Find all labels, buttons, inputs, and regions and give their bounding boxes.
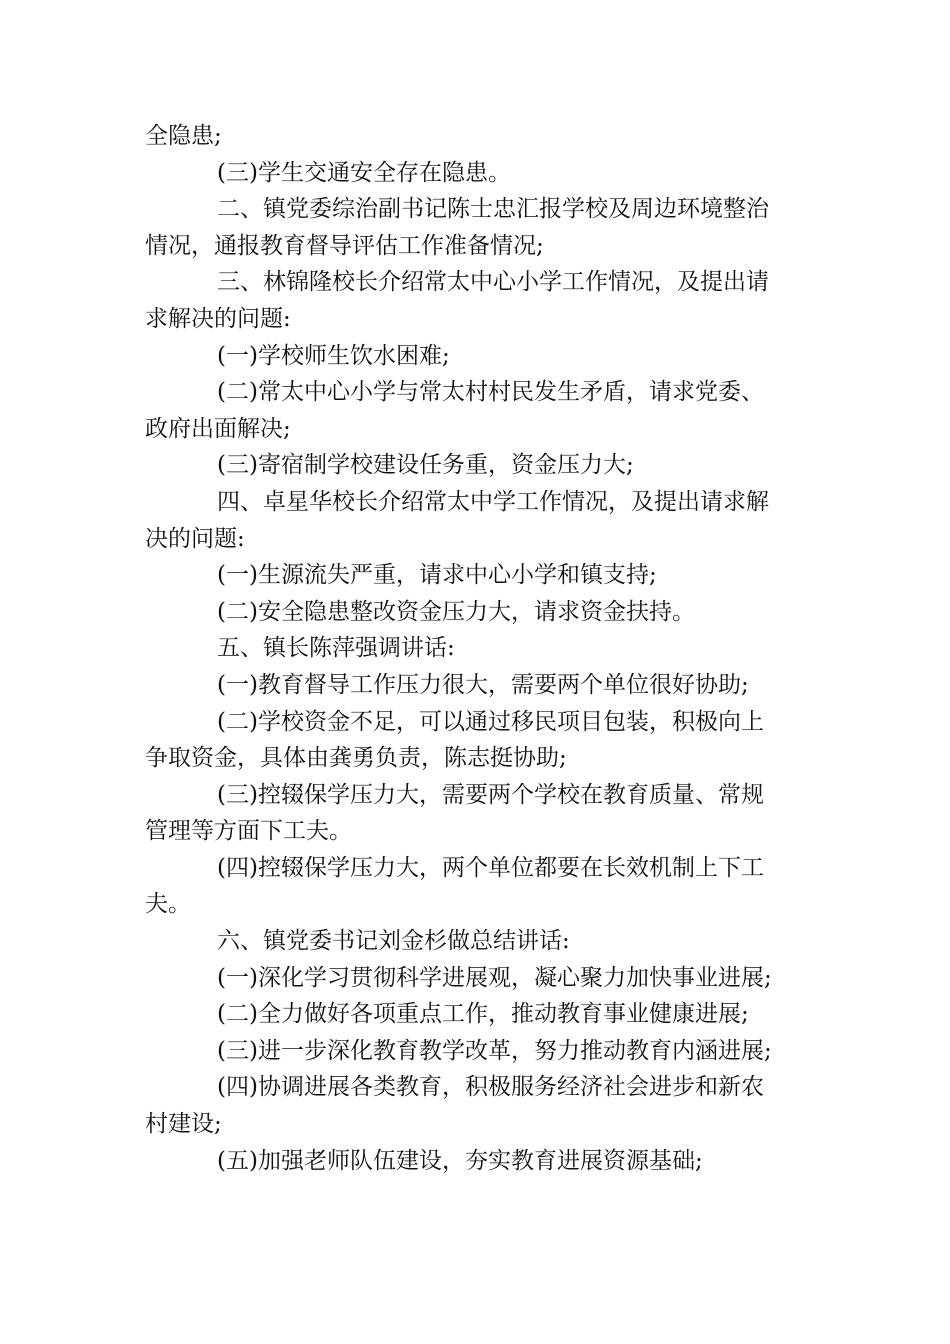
text-line: (二)常太中心小学与常太村村民发生矛盾，请求党委、: [217, 379, 764, 406]
text-line: 求解决的问题:: [145, 305, 291, 332]
text-line: 村建设;: [145, 1111, 222, 1138]
text-line: (二)学校资金不足，可以通过移民项目包装，积极向上: [217, 708, 764, 735]
text-line: 五、镇长陈萍强调讲话:: [217, 635, 455, 662]
text-line: 夫。: [145, 891, 191, 918]
text-line: 情况，通报教育督导评估工作准备情况;: [145, 232, 544, 259]
text-line: (一)学校师生饮水困难;: [217, 342, 450, 369]
text-line: (二)安全隐患整改资金压力大，请求资金扶持。: [217, 598, 695, 625]
text-line: 管理等方面下工夫。: [145, 818, 352, 845]
document-body: [145, 118, 805, 1179]
text-line: 六、镇党委书记刘金杉做总结讲话:: [217, 928, 570, 955]
text-line: 三、林锦隆校长介绍常太中心小学工作情况，及提出请: [217, 269, 769, 296]
text-line: 全隐患;: [145, 123, 222, 149]
text-line: (一)教育督导工作压力很大，需要两个单位很好协助;: [217, 671, 749, 698]
text-line: (三)学生交通安全存在隐患。: [217, 159, 511, 186]
text-line: 决的问题:: [145, 525, 245, 552]
text-line: (三)进一步深化教育教学改革，努力推动教育内涵进展;: [217, 1037, 772, 1064]
text-line: 四、卓星华校长介绍常太中学工作情况，及提出请求解: [217, 488, 769, 515]
text-line: (五)加强老师队伍建设，夯实教育进展资源基础;: [217, 1147, 703, 1174]
text-line: (一)深化学习贯彻科学进展观，凝心聚力加快事业进展;: [217, 964, 772, 991]
text-line: (二)全力做好各项重点工作，推动教育事业健康进展;: [217, 1001, 749, 1028]
text-line: (四)协调进展各类教育，积极服务经济社会进步和新农: [217, 1074, 764, 1101]
text-line: (四)控辍保学压力大，两个单位都要在长效机制上下工: [217, 854, 764, 881]
text-line: (一)生源流失严重，请求中心小学和镇支持;: [217, 562, 657, 589]
text-line: 二、镇党委综治副书记陈士忠汇报学校及周边环境整治: [217, 196, 769, 223]
text-line: (三)控辍保学压力大，需要两个学校在教育质量、常规: [217, 781, 764, 808]
text-line: 争取资金，具体由龚勇负责，陈志挺协助;: [145, 745, 567, 772]
text-line: (三)寄宿制学校建设任务重，资金压力大;: [217, 452, 634, 479]
text-line: 政府出面解决;: [145, 415, 291, 442]
